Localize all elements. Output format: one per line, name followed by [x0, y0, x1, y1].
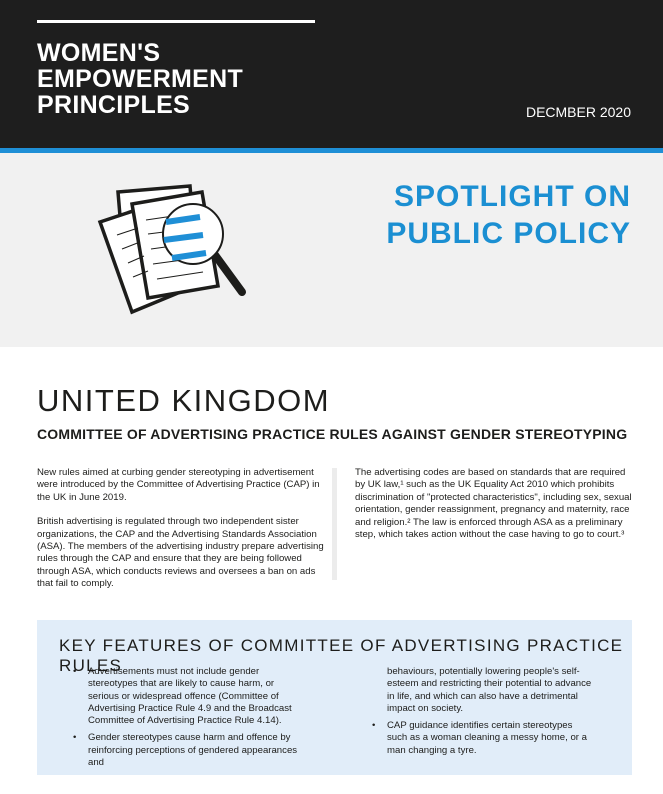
- spotlight-line: SPOTLIGHT ON: [394, 180, 631, 213]
- paragraph: British advertising is regulated through two independent sister organizations, the CAP and the Advertising Standards Association (ASA). The members of the advertising industry prepare advertising rules through the CAP and ensure that they are being followed through ASA, which conducts reviews and oversees a ban on ads that fail to comply.: [37, 516, 324, 590]
- header-banner: [0, 0, 663, 148]
- documents-magnifier-icon: [80, 160, 270, 320]
- key-features-heading: KEY FEATURES OF COMMITTEE OF ADVERTISING PRACTICE RULES: [59, 636, 624, 675]
- features-list-right: [372, 666, 594, 762]
- features-list-left: [73, 666, 305, 774]
- list-item: • CAP guidance identifies certain stereotypes such as a woman cleaning a messy home, or a man changing a tyre.: [372, 720, 594, 757]
- header-rule: [37, 20, 315, 23]
- brand-line: EMPOWERMENT: [37, 65, 244, 93]
- column-divider: [332, 468, 337, 580]
- paragraph: New rules aimed at curbing gender stereotyping in advertisement were introduced by the Committee of Advertising Practice (CAP) in the UK in June 2019.: [37, 467, 320, 503]
- publication-date: DECMBER 2020: [525, 104, 631, 120]
- brand-title: [37, 40, 243, 118]
- left-column: [37, 467, 325, 603]
- brand-line: WOMEN'S: [37, 39, 161, 67]
- country-title: UNITED KINGDOM: [37, 383, 331, 418]
- list-item: • Gender stereotypes cause harm and offence by reinforcing perceptions of gendered appearances and: [73, 732, 305, 769]
- key-features-box: [37, 620, 632, 775]
- brand-line: PRINCIPLES: [37, 91, 191, 119]
- section-subtitle: COMMITTEE OF ADVERTISING PRACTICE RULES AGAINST GENDER STEREOTYPING: [37, 426, 628, 442]
- spotlight-heading: [386, 178, 631, 252]
- paragraph: The advertising codes are based on standards that are required by UK law,¹ such as the UK Equality Act 2010 which prohibits discrimination of "protected characteristics", including sex, sexual orientation, gender reassignment, pregnancy and maternity, race and religion.² The law is enforced through ASA as a preliminary step, which takes action without the case having to go to court.³: [355, 467, 632, 541]
- right-column: [355, 467, 633, 553]
- list-item: • Advertisements must not include gender stereotypes that are likely to cause harm, or serious or widespread offence (Committee of Advertising Practice Rule 4.9 and the Broadcast Committee of Advertising Practice Rule 4.14).: [73, 666, 305, 727]
- spotlight-line: PUBLIC POLICY: [386, 217, 631, 250]
- list-item-continued: behaviours, potentially lowering people's self-esteem and restricting their potential to advance in life, and which can also have a detrimental impact on society.: [387, 666, 592, 714]
